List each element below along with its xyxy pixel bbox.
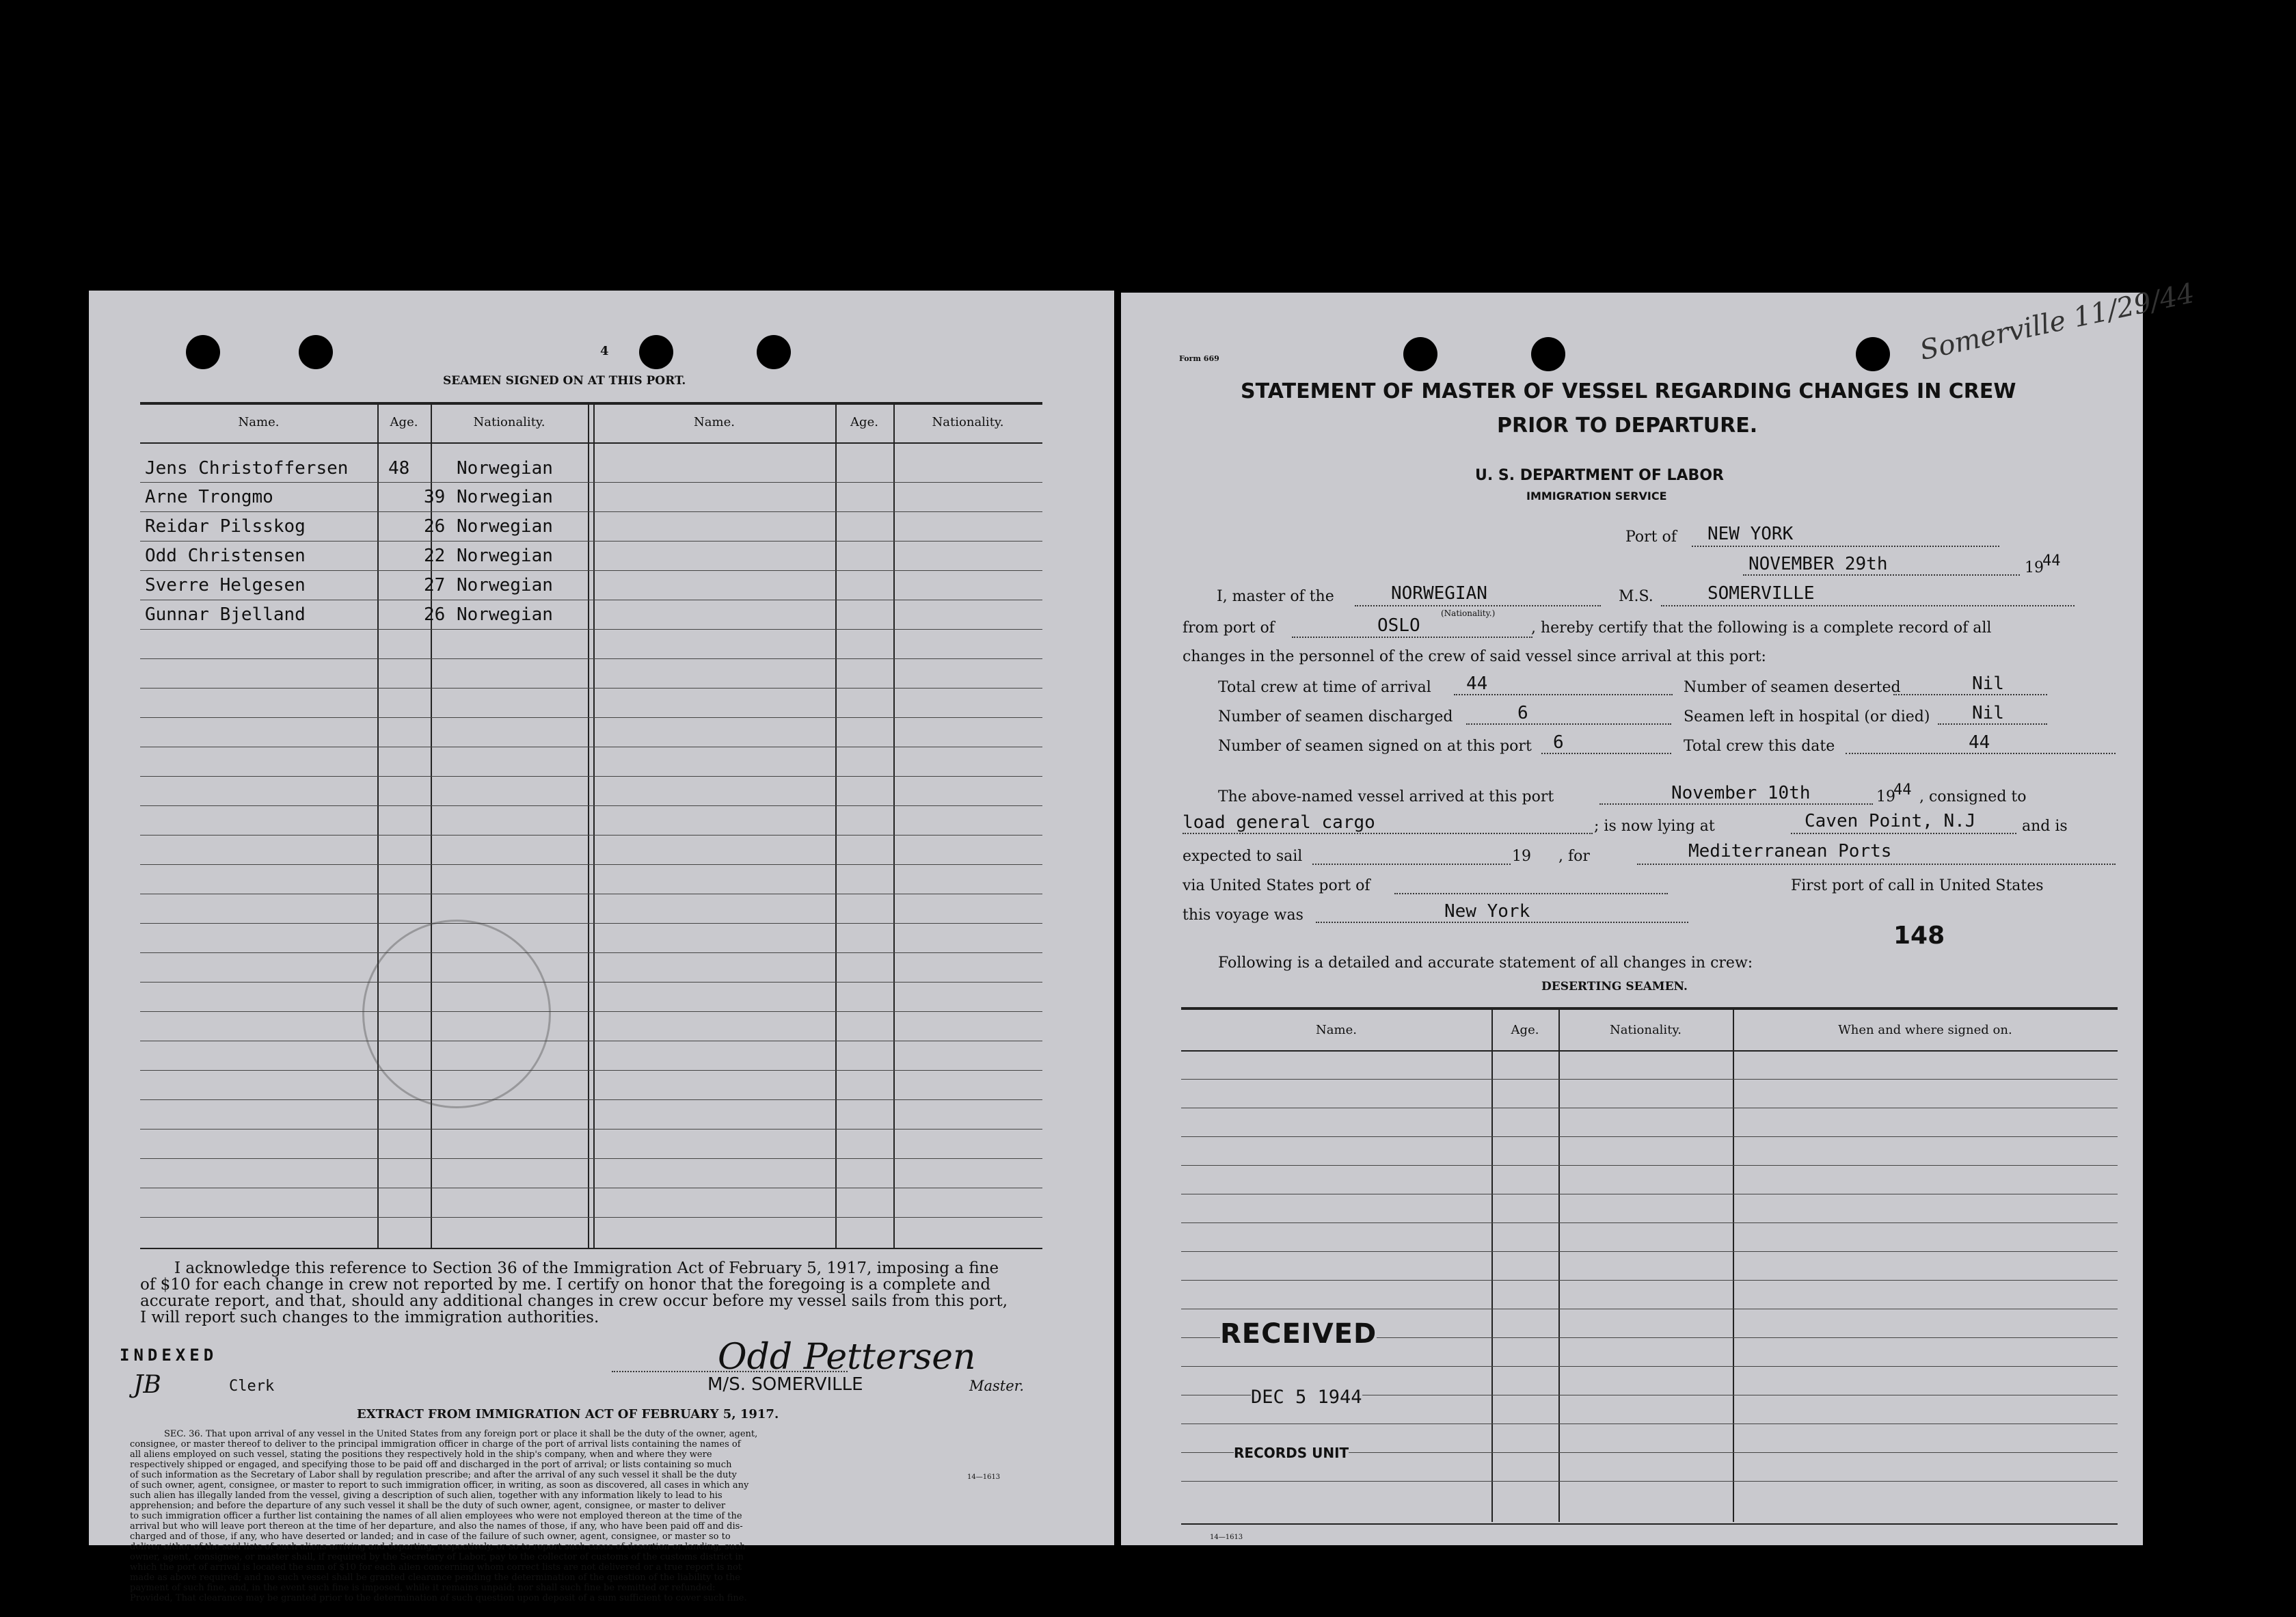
field-line bbox=[1541, 753, 1671, 754]
acknowledgement-line: accurate report, and that, should any additional changes in crew occur before my vessel sails from this port, bbox=[140, 1292, 1008, 1310]
form-code: 14—1613 bbox=[1210, 1534, 1243, 1541]
vessel-type: M.S. bbox=[1619, 588, 1653, 605]
left-page bbox=[89, 291, 1114, 1603]
certify-text-2: changes in the personnel of the crew of said vessel since arrival at this port: bbox=[1183, 648, 1766, 665]
row-rule bbox=[140, 1011, 1042, 1012]
col-header-age: Age. bbox=[850, 415, 878, 429]
first-port-value: New York bbox=[1444, 901, 1530, 922]
col-header-age: Age. bbox=[1511, 1023, 1539, 1037]
service: IMMIGRATION SERVICE bbox=[1526, 490, 1667, 503]
field-line bbox=[1355, 605, 1601, 606]
extract-line: apprehension; and before the departure of any such vessel it shall be the duty of such owner, agent, consignee, or master to deliver bbox=[130, 1501, 726, 1511]
via-label: via United States port of bbox=[1183, 877, 1370, 894]
col-header-signed-on: When and where signed on. bbox=[1838, 1023, 2012, 1037]
extract-line: Provided, That clearance may be granted prior to the determination of such question upon deposit of a sum sufficient to cover such fine. bbox=[130, 1593, 747, 1603]
crew-age: 39 bbox=[424, 487, 446, 507]
crew-nationality: Norwegian bbox=[457, 604, 553, 625]
signed-on-label: Number of seamen signed on at this port bbox=[1218, 738, 1532, 755]
consigned-value: load general cargo bbox=[1183, 812, 1375, 833]
extract-line: such alien has illegally landed from the vessel, giving a description of such alien, together with any information likely to lead to his bbox=[130, 1491, 722, 1501]
field-line bbox=[1743, 574, 2020, 576]
punch-hole bbox=[186, 335, 220, 369]
crew-nationality: Norwegian bbox=[457, 516, 553, 537]
column-divider bbox=[1558, 1009, 1560, 1522]
row-rule bbox=[140, 717, 1042, 718]
clerk-label: Clerk bbox=[229, 1378, 275, 1395]
row-rule bbox=[1181, 1136, 2118, 1137]
row-rule bbox=[140, 1129, 1042, 1130]
this-voyage-label: this voyage was bbox=[1183, 907, 1304, 924]
field-line bbox=[1637, 864, 2116, 865]
col-header-nationality: Nationality. bbox=[932, 415, 1004, 429]
field-line bbox=[1316, 922, 1688, 923]
row-rule bbox=[140, 835, 1042, 836]
row-rule bbox=[140, 511, 1042, 512]
clerk-initials: JB bbox=[133, 1371, 161, 1399]
extract-line: all aliens employed on such vessel, stating the positions they respectively hold in the ship's company, when and where they were bbox=[130, 1449, 712, 1460]
form-title-line2: PRIOR TO DEPARTURE. bbox=[1497, 414, 1758, 438]
arrived-label: The above-named vessel arrived at this port bbox=[1218, 788, 1554, 805]
extract-line: arrival but who will leave port thereon at the time of her departure, and also the names of those, if any, who have been paid off and dis- bbox=[130, 1521, 743, 1532]
row-rule bbox=[140, 776, 1042, 777]
expected-label: expected to sail bbox=[1183, 848, 1303, 865]
crew-age: 22 bbox=[424, 546, 446, 566]
row-rule bbox=[140, 923, 1042, 924]
arrived-year-suffix: 44 bbox=[1893, 781, 1912, 799]
column-divider bbox=[588, 403, 589, 1248]
hospital: Nil bbox=[1972, 703, 2004, 723]
field-line bbox=[1692, 546, 1999, 547]
field-line bbox=[1292, 637, 1532, 638]
arrived-date: November 10th bbox=[1671, 783, 1811, 803]
row-rule bbox=[140, 1099, 1042, 1100]
records-unit: RECORDS UNIT bbox=[1234, 1445, 1349, 1461]
extract-line: charged and of those, if any, who have deserted or landed; and in case of the failure of such owner, agent, consignee, or master so to bbox=[130, 1532, 731, 1542]
row-rule bbox=[1181, 1165, 2118, 1166]
row-rule bbox=[140, 864, 1042, 865]
department: U. S. DEPARTMENT OF LABOR bbox=[1475, 467, 1724, 484]
table-rule bbox=[1181, 1050, 2118, 1052]
discharged: 6 bbox=[1517, 703, 1528, 723]
table-rule bbox=[140, 402, 1042, 405]
first-port-label: First port of call in United States bbox=[1791, 877, 2044, 894]
extract-line: owner, agent, consignee, or master shall, if required by the Secretary of Labor, pay to the collector of customs of the customs district in bbox=[130, 1552, 744, 1562]
field-line bbox=[1791, 833, 2016, 834]
row-rule bbox=[1181, 1079, 2118, 1080]
acknowledgement-line: of $10 for each change in crew not reported by me. I certify on honor that the foregoing is a complete and bbox=[140, 1276, 991, 1294]
row-rule bbox=[140, 1158, 1042, 1159]
field-line bbox=[1846, 753, 2116, 754]
year-suffix: 44 bbox=[2042, 552, 2061, 570]
nationality-caption: (Nationality.) bbox=[1441, 609, 1496, 618]
form-code: 14—1613 bbox=[967, 1473, 1001, 1481]
handwritten-note: Somerville 11/29/44 bbox=[1917, 277, 2198, 367]
row-rule bbox=[1181, 1481, 2118, 1482]
punch-hole bbox=[639, 335, 673, 369]
page-number: 4 bbox=[600, 344, 609, 358]
crew-name: Reidar Pilsskog bbox=[145, 516, 306, 537]
row-rule bbox=[140, 570, 1042, 571]
extract-line: made as above required; and no such vessel shall be granted clearance pending the determination of the question of the liability to the bbox=[130, 1573, 740, 1583]
table-rule bbox=[140, 442, 1042, 444]
hospital-label: Seamen left in hospital (or died) bbox=[1684, 708, 1930, 725]
arrived-year-prefix: 19 bbox=[1876, 788, 1895, 805]
column-divider bbox=[1733, 1009, 1734, 1522]
extract-line: SEC. 36. That upon arrival of any vessel in the United States from any foreign port or place it shall be the duty of the owner, agent, bbox=[164, 1429, 758, 1439]
extract-line: payment of such fine, and, in the event such fine is imposed, while it remains unpaid; nor shall such fine be remitted or refunded: bbox=[130, 1583, 716, 1593]
field-line bbox=[1394, 893, 1668, 894]
total-today: 44 bbox=[1969, 732, 1990, 753]
punch-hole bbox=[757, 335, 791, 369]
column-divider bbox=[1491, 1009, 1493, 1522]
field-line bbox=[1312, 864, 1511, 865]
row-rule bbox=[140, 658, 1042, 659]
extract-line: deliver either of the said lists of such aliens arriving and departing, respectively, or so to report such cases of desertion or landing, such bbox=[130, 1542, 746, 1552]
extract-text bbox=[130, 1429, 1046, 1603]
row-rule bbox=[140, 805, 1042, 806]
date-value: NOVEMBER 29th bbox=[1748, 554, 1888, 574]
punch-hole bbox=[1856, 337, 1890, 371]
from-port-value: OSLO bbox=[1377, 615, 1420, 636]
right-page bbox=[1121, 277, 2198, 1545]
form-number: Form 669 bbox=[1179, 354, 1219, 363]
lying-value: Caven Point, N.J bbox=[1805, 811, 1976, 831]
and-is: and is bbox=[2022, 818, 2068, 835]
master-signature: Odd Pettersen bbox=[718, 1337, 976, 1378]
acknowledgement-line: I will report such changes to the immigration authorities. bbox=[140, 1309, 599, 1326]
crew-age: 27 bbox=[424, 575, 446, 596]
master-of-label: I, master of the bbox=[1217, 588, 1334, 605]
col-header-nationality: Nationality. bbox=[1610, 1023, 1682, 1037]
extract-line: of such information as the Secretary of Labor shall by regulation prescribe; and after the arrival of any such vessel it shall be the duty bbox=[130, 1470, 737, 1480]
col-header-age: Age. bbox=[390, 415, 418, 429]
crew-name: Sverre Helgesen bbox=[145, 575, 306, 596]
row-rule bbox=[140, 952, 1042, 953]
row-rule bbox=[140, 1217, 1042, 1218]
lying-label: ; is now lying at bbox=[1594, 818, 1715, 835]
port-value: NEW YORK bbox=[1707, 524, 1794, 544]
deserted: Nil bbox=[1972, 673, 2004, 694]
field-line bbox=[1661, 605, 2075, 606]
col-header-nationality: Nationality. bbox=[473, 415, 545, 429]
following-text: Following is a detailed and accurate statement of all changes in crew: bbox=[1218, 954, 1753, 972]
discharged-label: Number of seamen discharged bbox=[1218, 708, 1453, 725]
row-rule bbox=[1181, 1280, 2118, 1281]
master-label: Master. bbox=[969, 1378, 1025, 1394]
field-line bbox=[1183, 833, 1593, 834]
section-title: SEAMEN SIGNED ON AT THIS PORT. bbox=[443, 374, 686, 388]
col-header-name: Name. bbox=[1316, 1023, 1357, 1037]
signed-on: 6 bbox=[1553, 732, 1564, 753]
crew-name: Jens Christoffersen bbox=[145, 458, 349, 479]
table-rule bbox=[1181, 1007, 2118, 1010]
row-rule bbox=[140, 541, 1042, 542]
destination: Mediterranean Ports bbox=[1688, 841, 1892, 861]
field-line bbox=[1466, 723, 1671, 725]
field-line bbox=[1938, 723, 2047, 725]
table-rule bbox=[1181, 1523, 2118, 1525]
certify-text: , hereby certify that the following is a complete record of all bbox=[1531, 619, 1992, 637]
expected-year-prefix: 19 bbox=[1512, 848, 1531, 865]
extract-line: respectively shipped or engaged, and specifying those to be paid off and discharged in the port of arrival; or lists containing so much bbox=[130, 1460, 732, 1470]
consigned-label: , consigned to bbox=[1919, 788, 2027, 805]
field-line bbox=[1893, 694, 2047, 695]
acknowledgement-line: I acknowledge this reference to Section 36 of the Immigration Act of February 5, 1917, imposing a fine bbox=[174, 1259, 999, 1277]
extract-line: which the port of arrival is located the sum of $10 for each alien concerning whom correct lists are not delivered or a true report is not bbox=[130, 1562, 742, 1573]
crew-age: 26 bbox=[424, 516, 446, 537]
signature-line bbox=[612, 1371, 848, 1372]
punch-hole bbox=[299, 335, 333, 369]
row-rule bbox=[140, 688, 1042, 689]
row-rule bbox=[1181, 1222, 2118, 1223]
received-stamp: RECEIVED bbox=[1220, 1318, 1377, 1350]
field-line bbox=[1599, 803, 1873, 805]
vessel-name: SOMERVILLE bbox=[1707, 583, 1815, 604]
table-rule bbox=[140, 1248, 1042, 1249]
port-label: Port of bbox=[1625, 529, 1677, 546]
form-title: STATEMENT OF MASTER OF VESSEL REGARDING CHANGES IN CREW bbox=[1241, 379, 2016, 403]
extract-title: EXTRACT FROM IMMIGRATION ACT OF FEBRUARY 5, 1917. bbox=[357, 1407, 779, 1421]
deserted-label: Number of seamen deserted bbox=[1684, 679, 1901, 696]
row-rule bbox=[140, 629, 1042, 630]
crew-nationality: Norwegian bbox=[457, 546, 553, 566]
row-rule bbox=[140, 982, 1042, 983]
col-header-name: Name. bbox=[694, 415, 735, 429]
crew-nationality: Norwegian bbox=[457, 458, 553, 479]
punch-hole bbox=[1531, 337, 1565, 371]
nationality-value: NORWEGIAN bbox=[1391, 583, 1487, 604]
extract-line: consignee, or master thereof to deliver to the principal immigration officer in charge of the port of arrival lists containing the names of bbox=[130, 1439, 741, 1449]
total-crew-arrival: 44 bbox=[1466, 673, 1488, 694]
received-date: DEC 5 1944 bbox=[1251, 1387, 1362, 1408]
acknowledgement-text bbox=[140, 1260, 1008, 1326]
col-header-name: Name. bbox=[238, 415, 280, 429]
faded-stamp bbox=[362, 920, 551, 1108]
crew-name: Arne Trongmo bbox=[145, 487, 273, 507]
crew-nationality: Norwegian bbox=[457, 575, 553, 596]
crew-name: Gunnar Bjelland bbox=[145, 604, 306, 625]
for-label: , for bbox=[1558, 848, 1590, 865]
row-rule bbox=[140, 482, 1042, 483]
from-port-label: from port of bbox=[1183, 619, 1275, 637]
field-line bbox=[1454, 694, 1673, 695]
column-divider bbox=[593, 403, 595, 1248]
column-divider bbox=[835, 403, 837, 1248]
page-number-stamp: 148 bbox=[1893, 922, 1945, 950]
deserting-title: DESERTING SEAMEN. bbox=[1541, 980, 1688, 993]
crew-nationality: Norwegian bbox=[457, 487, 553, 507]
extract-line: of such owner, agent, consignee, or master to report to such immigration officer, in writing, as soon as discovered, all cases in which any bbox=[130, 1480, 749, 1491]
year-prefix: 19 bbox=[2025, 559, 2044, 576]
extract-line: to such immigration officer a further list containing the names of all alien employees who were not employed thereon at the time of the bbox=[130, 1511, 742, 1521]
indexed-stamp: INDEXED bbox=[120, 1346, 218, 1365]
punch-hole bbox=[1403, 337, 1437, 371]
column-divider bbox=[893, 403, 895, 1248]
vessel-stamp: M/S. SOMERVILLE bbox=[707, 1374, 863, 1395]
total-today-label: Total crew this date bbox=[1684, 738, 1835, 755]
row-rule bbox=[1181, 1366, 2118, 1367]
row-rule bbox=[1181, 1251, 2118, 1252]
crew-name: Odd Christensen bbox=[145, 546, 306, 566]
total-crew-arrival-label: Total crew at time of arrival bbox=[1218, 679, 1431, 696]
crew-age: 48 bbox=[388, 458, 410, 479]
column-divider bbox=[377, 403, 379, 1248]
row-rule bbox=[140, 1070, 1042, 1071]
crew-age: 26 bbox=[424, 604, 446, 625]
